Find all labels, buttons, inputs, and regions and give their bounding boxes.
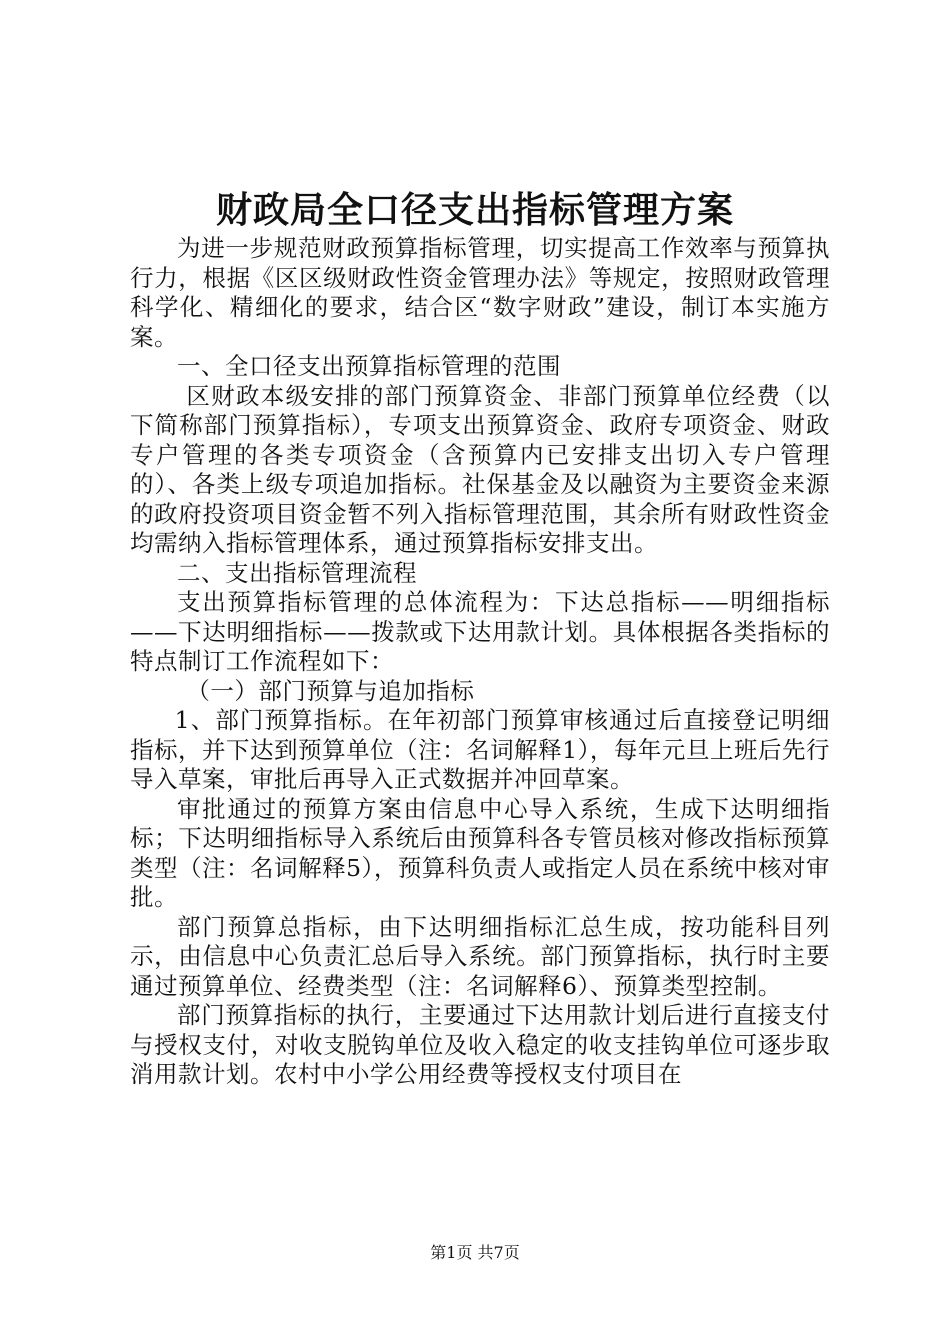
document-body (130, 234, 830, 1090)
approval-paragraph: 审批通过的预算方案由信息中心导入系统，生成下达明细指标；下达明细指标导入系统后由预算科各专管员核对修改指标预算类型（注：名词解释5），预算科负责人或指定人员在系统中核对审批。 (130, 794, 830, 911)
intro-paragraph: 为进一步规范财政预算指标管理，切实提高工作效率与预算执行力，根据《区区级财政性资金管理办法》等规定，按照财政管理科学化、精细化的要求，结合区“数字财政”建设，制订本实施方案。 (130, 234, 830, 351)
department-budget-item-1: 1、部门预算指标。在年初部门预算审核通过后直接登记明细指标，并下达到预算单位（注：名词解释1），每年元旦上班后先行导入草案，审批后再导入正式数据并冲回草案。 (130, 706, 830, 793)
scope-paragraph: 区财政本级安排的部门预算资金、非部门预算单位经费（以下简称部门预算指标），专项支出预算资金、政府专项资金、财政专户管理的各类专项资金（含预算内已安排支出切入专户管理的）、各类上级专项追加指标。社保基金及以融资为主要资金来源的政府投资项目资金暂不列入指标管理范围，其余所有财政性资金均需纳入指标管理体系，通过预算指标安排支出。 (130, 381, 830, 557)
document-title: 财政局全口径支出指标管理方案 (215, 189, 734, 231)
process-paragraph: 支出预算指标管理的总体流程为：下达总指标——明细指标——下达明细指标——拨款或下达用款计划。具体根据各类指标的特点制订工作流程如下： (130, 588, 830, 675)
total-indicator-paragraph: 部门预算总指标，由下达明细指标汇总生成，按功能科目列示，由信息中心负责汇总后导入系统。部门预算指标，执行时主要通过预算单位、经费类型（注：名词解释6）、预算类型控制。 (130, 912, 830, 1000)
execution-paragraph: 部门预算指标的执行，主要通过下达用款计划后进行直接支付与授权支付，对收支脱钩单位及收入稳定的收支挂钩单位可逐步取消用款计划。农村中小学公用经费等授权支付项目在 (130, 1001, 830, 1088)
subsection-heading-department-budget: （一）部门预算与追加指标 (186, 676, 475, 705)
section-heading-process: 二、支出指标管理流程 (177, 558, 417, 587)
page-number-footer: 第1页 共7页 (430, 1243, 520, 1262)
section-heading-scope: 一、全口径支出预算指标管理的范围 (177, 352, 561, 380)
